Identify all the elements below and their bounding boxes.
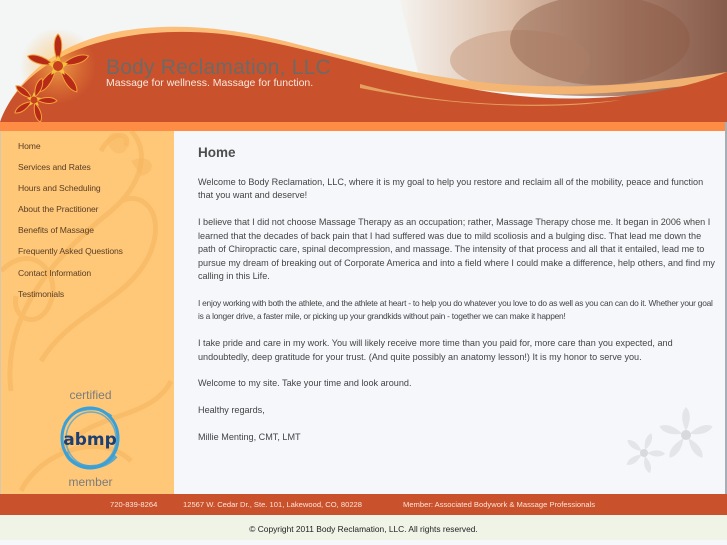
copyright-bar xyxy=(0,515,727,540)
page-title: Home xyxy=(198,145,236,160)
footer-membership: Member: Associated Bodywork & Massage Professionals xyxy=(403,500,596,509)
page-bottom xyxy=(0,540,727,545)
main-content xyxy=(174,131,726,494)
pride-paragraph: I take pride and care in my work. You will likely receive more time than you paid for, more care than you expected, and undoubtedly, deep gratitude for your trust. (And quite possibly an anatomy lesson!) It is my honor to serve you. xyxy=(198,338,673,362)
abmp-certified-member-badge[interactable] xyxy=(53,388,133,494)
nav-item-home[interactable]: Home xyxy=(18,141,41,151)
story-paragraph: I believe that I did not choose Massage Therapy as an occupation; rather, Massage Therapy chose me. It began in 2006 when I learned that the decades of back pain that I had suffered was due to mild scoliosis and a bulging disc. That lead me down the path of Chiropractic care, spinal decompression, and massage. The intensity of that process and all that it entailed, lead me to pursue my dream of breaking out of Corporate America and into a field where I could make a difference, help others, and find my calling in this Life. xyxy=(198,217,715,281)
nav-item-contact-information[interactable]: Contact Information xyxy=(18,267,92,278)
closing-paragraph: Healthy regards, xyxy=(198,405,265,416)
header-divider-band xyxy=(0,122,727,131)
sidebar xyxy=(0,131,174,494)
welcome-paragraph: Welcome to my site. Take your time and look around. xyxy=(198,378,412,389)
site-tagline: Massage for wellness. Massage for function. xyxy=(106,77,314,89)
footer-address: 12567 W. Cedar Dr., Ste. 101, Lakewood, CO, 80228 xyxy=(183,500,362,509)
svg-text:abmp: abmp xyxy=(63,430,117,450)
main-navigation xyxy=(18,136,123,305)
footer-contact-bar xyxy=(0,494,727,515)
badge-member-label: member xyxy=(68,475,113,489)
signature: Millie Menting, CMT, LMT xyxy=(198,432,301,443)
intro-paragraph: Welcome to Body Reclamation, LLC, where it is my goal to help you restore and reclaim all of the mobility, peace and function that you want and deserve! xyxy=(198,177,704,201)
copyright-text: © Copyright 2011 Body Reclamation, LLC. All rights reserved. xyxy=(249,524,478,534)
site-header xyxy=(0,0,727,122)
flower-logo-icon xyxy=(10,30,100,122)
decorative-flowers-icon xyxy=(614,401,726,486)
nav-item-testimonials[interactable]: Testimonials xyxy=(18,288,65,299)
nav-item-faq[interactable]: Frequently Asked Questions xyxy=(18,246,123,257)
nav-item-hours-and-scheduling[interactable]: Hours and Scheduling xyxy=(18,183,101,194)
footer-phone: 720-839-8264 xyxy=(110,500,158,509)
badge-certified-label: certified xyxy=(69,388,112,402)
nav-item-benefits-of-massage[interactable]: Benefits of Massage xyxy=(18,225,94,236)
nav-item-about-the-practitioner[interactable]: About the Practitioner xyxy=(18,204,99,215)
site-title[interactable]: Body Reclamation, LLC xyxy=(106,56,331,79)
athlete-paragraph: I enjoy working with both the athlete, and the athlete at heart - to help you do whatever you love to do as well as you can can do it. Whether your goal is a longer drive, a faster mile, or picking up your grandkids without pain - together we can make it happen! xyxy=(198,297,713,322)
abmp-logo-icon xyxy=(56,402,126,474)
nav-item-services-and-rates[interactable]: Services and Rates xyxy=(18,162,91,173)
